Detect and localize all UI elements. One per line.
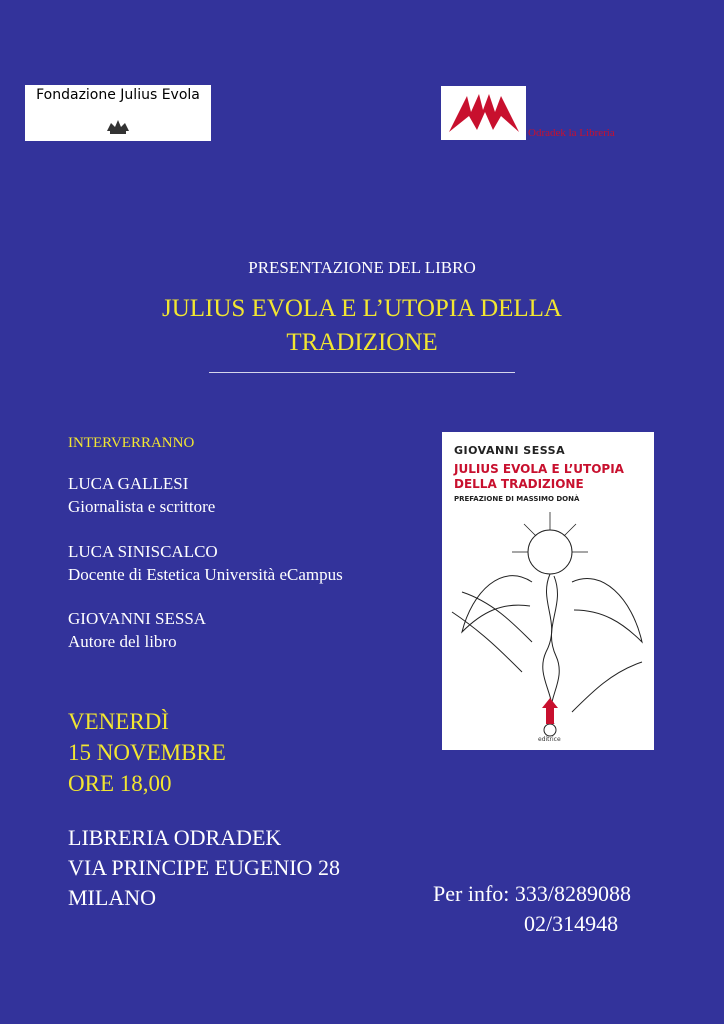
fondazione-logo [25, 85, 211, 141]
venue-city: MILANO [68, 885, 156, 910]
speaker-name: LUCA SINISCALCO [68, 542, 218, 561]
odradek-emblem-icon [441, 86, 526, 140]
venue-name: LIBRERIA ODRADEK [68, 825, 282, 850]
odradek-logo [441, 86, 526, 140]
event-time: ORE 18,00 [68, 771, 172, 796]
cover-illustration-icon [442, 502, 654, 742]
cover-preface: PREFAZIONE DI MASSIMO DONÀ [454, 495, 580, 503]
speaker-2 [68, 540, 343, 586]
book-title-line1: JULIUS EVOLA E L’UTOPIA DELLA [162, 295, 562, 322]
book-title-line2: TRADIZIONE [286, 329, 438, 356]
odradek-logo-text: Odradek la Libreria [528, 127, 615, 139]
speaker-name: GIOVANNI SESSA [68, 609, 207, 628]
cover-title-line2: DELLA TRADIZIONE [454, 477, 584, 491]
speaker-role: Autore del libro [68, 632, 177, 651]
cover-publisher: editrice [538, 736, 561, 743]
book-cover [442, 432, 654, 750]
event-date: 15 NOVEMBRE [68, 740, 226, 765]
cover-author: GIOVANNI SESSA [454, 444, 566, 457]
speaker-role: Docente di Estetica Università eCampus [68, 565, 343, 584]
info-phone-1: Per info: 333/8289088 [433, 881, 631, 906]
cover-title [454, 462, 649, 492]
speaker-role: Giornalista e scrittore [68, 497, 216, 516]
speaker-1 [68, 472, 215, 518]
emblem-icon [105, 117, 131, 135]
venue-address: VIA PRINCIPE EUGENIO 28 [68, 855, 340, 880]
cover-title-line1: JULIUS EVOLA E L’UTOPIA [454, 462, 624, 476]
fondazione-logo-text: Fondazione Julius Evola [36, 87, 200, 103]
book-title [100, 292, 624, 360]
event-subtitle: PRESENTAZIONE DEL LIBRO [248, 258, 476, 277]
event-venue [68, 823, 340, 913]
speaker-name: LUCA GALLESI [68, 474, 189, 493]
info-phone-2: 02/314948 [524, 911, 619, 936]
title-divider [209, 372, 515, 373]
speakers-heading: INTERVERRANNO [68, 435, 195, 451]
event-day: VENERDÌ [68, 709, 169, 734]
event-datetime [68, 706, 226, 799]
speaker-3 [68, 607, 206, 653]
